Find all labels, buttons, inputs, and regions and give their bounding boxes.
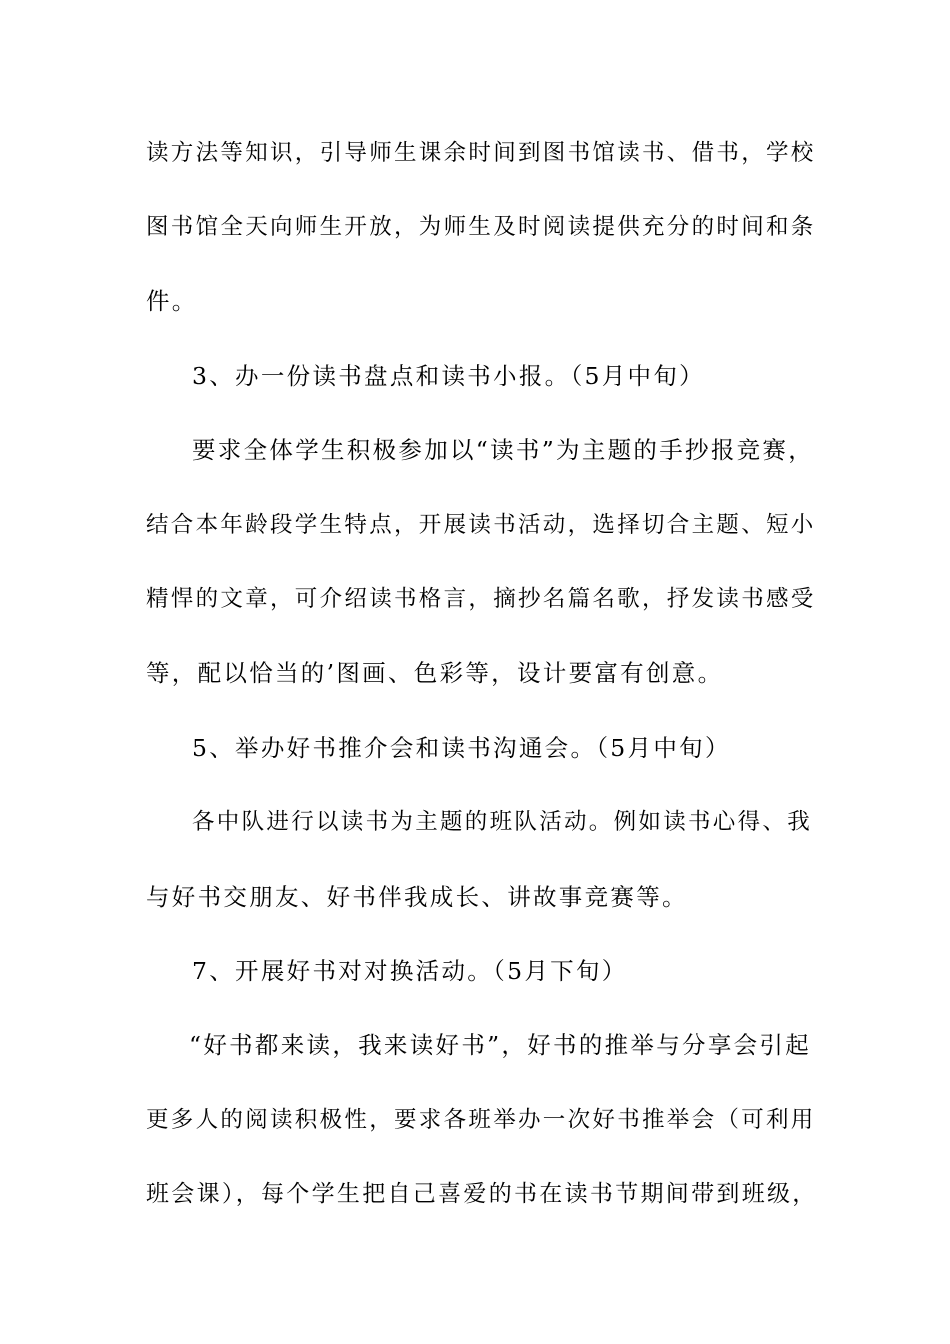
paragraph-line: 与好书交朋友、好书伴我成长、讲故事竞赛等。 [146,883,688,911]
paragraph-line: 班会课），每个学生把自己喜爱的书在读书节期间带到班级， [146,1181,818,1207]
paragraph-line: 等，配以恰当的’图画、色彩等，设计要富有创意。 [146,659,724,687]
paragraph-line: 精悍的文章，可介绍读书格言，摘抄名篇名歌，抒发读书感受 [146,586,816,612]
paragraph-line: “好书都来读，我来读好书”，好书的推举与分享会引起 [189,1031,812,1059]
paragraph-line: 更多人的阅读积极性，要求各班举办一次好书推举会（可利用 [146,1107,816,1133]
section-heading: 5、举办好书推介会和读书沟通会。（5月中旬） [192,734,731,762]
paragraph-line: 件。 [146,287,198,315]
paragraph-line: 各中队进行以读书为主题的班队活动。例如读书心得、我 [192,809,813,835]
paragraph-line: 结合本年龄段学生特点，开展读书活动，选择切合主题、短小 [146,512,816,538]
paragraph-line: 读方法等知识，引导师生课余时间到图书馆读书、借书，学校 [146,140,816,166]
section-heading: 3、办一份读书盘点和读书小报。（5月中旬） [192,362,705,390]
section-heading: 7、开展好书对对换活动。（5月下旬） [192,957,628,985]
paragraph-line: 图书馆全天向师生开放，为师生及时阅读提供充分的时间和条 [146,214,816,240]
paragraph-line: 要求全体学生积极参加以“读书”为主题的手抄报竞赛， [192,436,815,464]
